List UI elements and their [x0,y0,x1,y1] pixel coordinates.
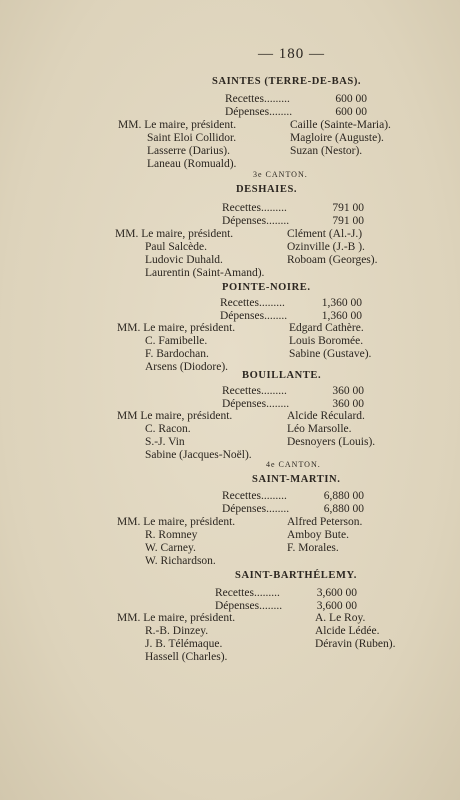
members-right [287,228,378,267]
finance-block [215,587,357,612]
depenses-amount: 791 00 [332,214,364,227]
finance-block [225,93,367,118]
members-right [290,119,391,158]
member: R. Romney [145,529,198,541]
members-left [115,228,264,280]
member: A. Le Roy. [315,612,366,624]
members-right [289,322,371,361]
section-title: POINTE-NOIRE. [222,282,311,293]
member: Alfred Peterson. [287,516,363,528]
members-left [117,322,235,374]
recettes-amount: 1,360 00 [321,297,362,309]
section-title: SAINT-MARTIN. [252,474,341,485]
members-right [315,612,395,651]
depenses-label: Dépenses........ [220,309,288,322]
member: Edgard Cathère. [289,322,364,334]
members-left [117,410,252,462]
member: Sabine (Gustave). [289,348,372,360]
member: Ludovic Duhald. [145,254,223,266]
members-block [117,516,427,572]
page-number: — 180 — [258,46,325,62]
member: J. B. Télémaque. [145,638,223,650]
depenses-amount: 360 00 [332,397,364,410]
members-block [115,228,425,284]
finance-block [222,202,364,227]
member: Clément (Al.-J.) [287,228,363,240]
recettes-amount: 360 00 [332,385,364,397]
recettes-label: Recettes......... [220,297,285,309]
canton-heading: 3e CANTON. [253,170,308,179]
depenses-amount: 1,360 00 [321,309,362,322]
depenses-label: Dépenses........ [215,599,283,612]
member: Déravin (Ruben). [315,638,396,650]
member: Laneau (Romuald). [147,158,237,170]
member: MM. Le maire, président. [115,228,234,240]
member: Sabine (Jacques-Noël). [145,449,252,461]
section-title: SAINTES (TERRE-DE-BAS). [212,76,362,87]
member: R.-B. Dinzey. [145,625,209,637]
members-left [118,119,236,171]
member: F. Morales. [287,542,339,554]
member: MM Le maire, président. [117,410,233,422]
recettes-label: Recettes......... [225,93,290,105]
depenses-label: Dépenses........ [222,502,290,515]
members-block [117,612,427,668]
finance-block [220,297,362,322]
recettes-label: Recettes......... [215,587,280,599]
recettes-amount: 791 00 [332,202,364,214]
members-left [117,516,235,568]
member: W. Richardson. [145,555,216,567]
section-title: SAINT-BARTHÉLEMY. [235,570,357,581]
member: MM. Le maire, président. [117,612,236,624]
member: Laurentin (Saint-Amand). [145,267,265,279]
member: Amboy Bute. [287,529,349,541]
member: Caille (Sainte-Maria). [290,119,391,131]
members-right [287,410,375,449]
member: C. Famibelle. [145,335,208,347]
member: Hassell (Charles). [145,651,228,663]
member: Lasserre (Darius). [147,145,231,157]
recettes-amount: 600 00 [335,93,367,105]
member: MM. Le maire, président. [117,322,236,334]
depenses-label: Dépenses........ [222,397,290,410]
member: Desnoyers (Louis). [287,436,376,448]
member: S.-J. Vin [145,436,185,448]
depenses-label: Dépenses........ [222,214,290,227]
member: Léo Marsolle. [287,423,352,435]
member: Roboam (Georges). [287,254,378,266]
member: Alcide Lédée. [315,625,380,637]
recettes-label: Recettes......... [222,490,287,502]
member: Louis Boromée. [289,335,364,347]
member: MM. Le maire, président. [117,516,236,528]
member: Alcide Réculard. [287,410,365,422]
member: W. Carney. [145,542,196,554]
members-right [287,516,362,555]
member: Suzan (Nestor). [290,145,363,157]
depenses-amount: 3,600 00 [316,599,357,612]
member: Ozinville (J.-B ). [287,241,365,253]
section-title: BOUILLANTE. [242,370,322,381]
member: Arsens (Diodore). [145,361,229,373]
member: Paul Salcède. [145,241,207,253]
section-title: DESHAIES. [236,184,298,195]
member: MM. Le maire, président. [118,119,237,131]
finance-block [222,385,364,410]
member: C. Racon. [145,423,191,435]
recettes-label: Recettes......... [222,385,287,397]
depenses-amount: 6,880 00 [323,502,364,515]
recettes-amount: 3,600 00 [316,587,357,599]
member: Saint Eloi Collidor. [147,132,237,144]
member: F. Bardochan. [145,348,209,360]
members-block [117,410,427,466]
depenses-label: Dépenses........ [225,105,293,118]
canton-heading: 4e CANTON. [266,460,321,469]
recettes-label: Recettes......... [222,202,287,214]
members-block [118,119,418,175]
recettes-amount: 6,880 00 [323,490,364,502]
member: Magloire (Auguste). [290,132,384,144]
members-left [117,612,235,664]
depenses-amount: 600 00 [335,105,367,118]
finance-block [222,490,364,515]
